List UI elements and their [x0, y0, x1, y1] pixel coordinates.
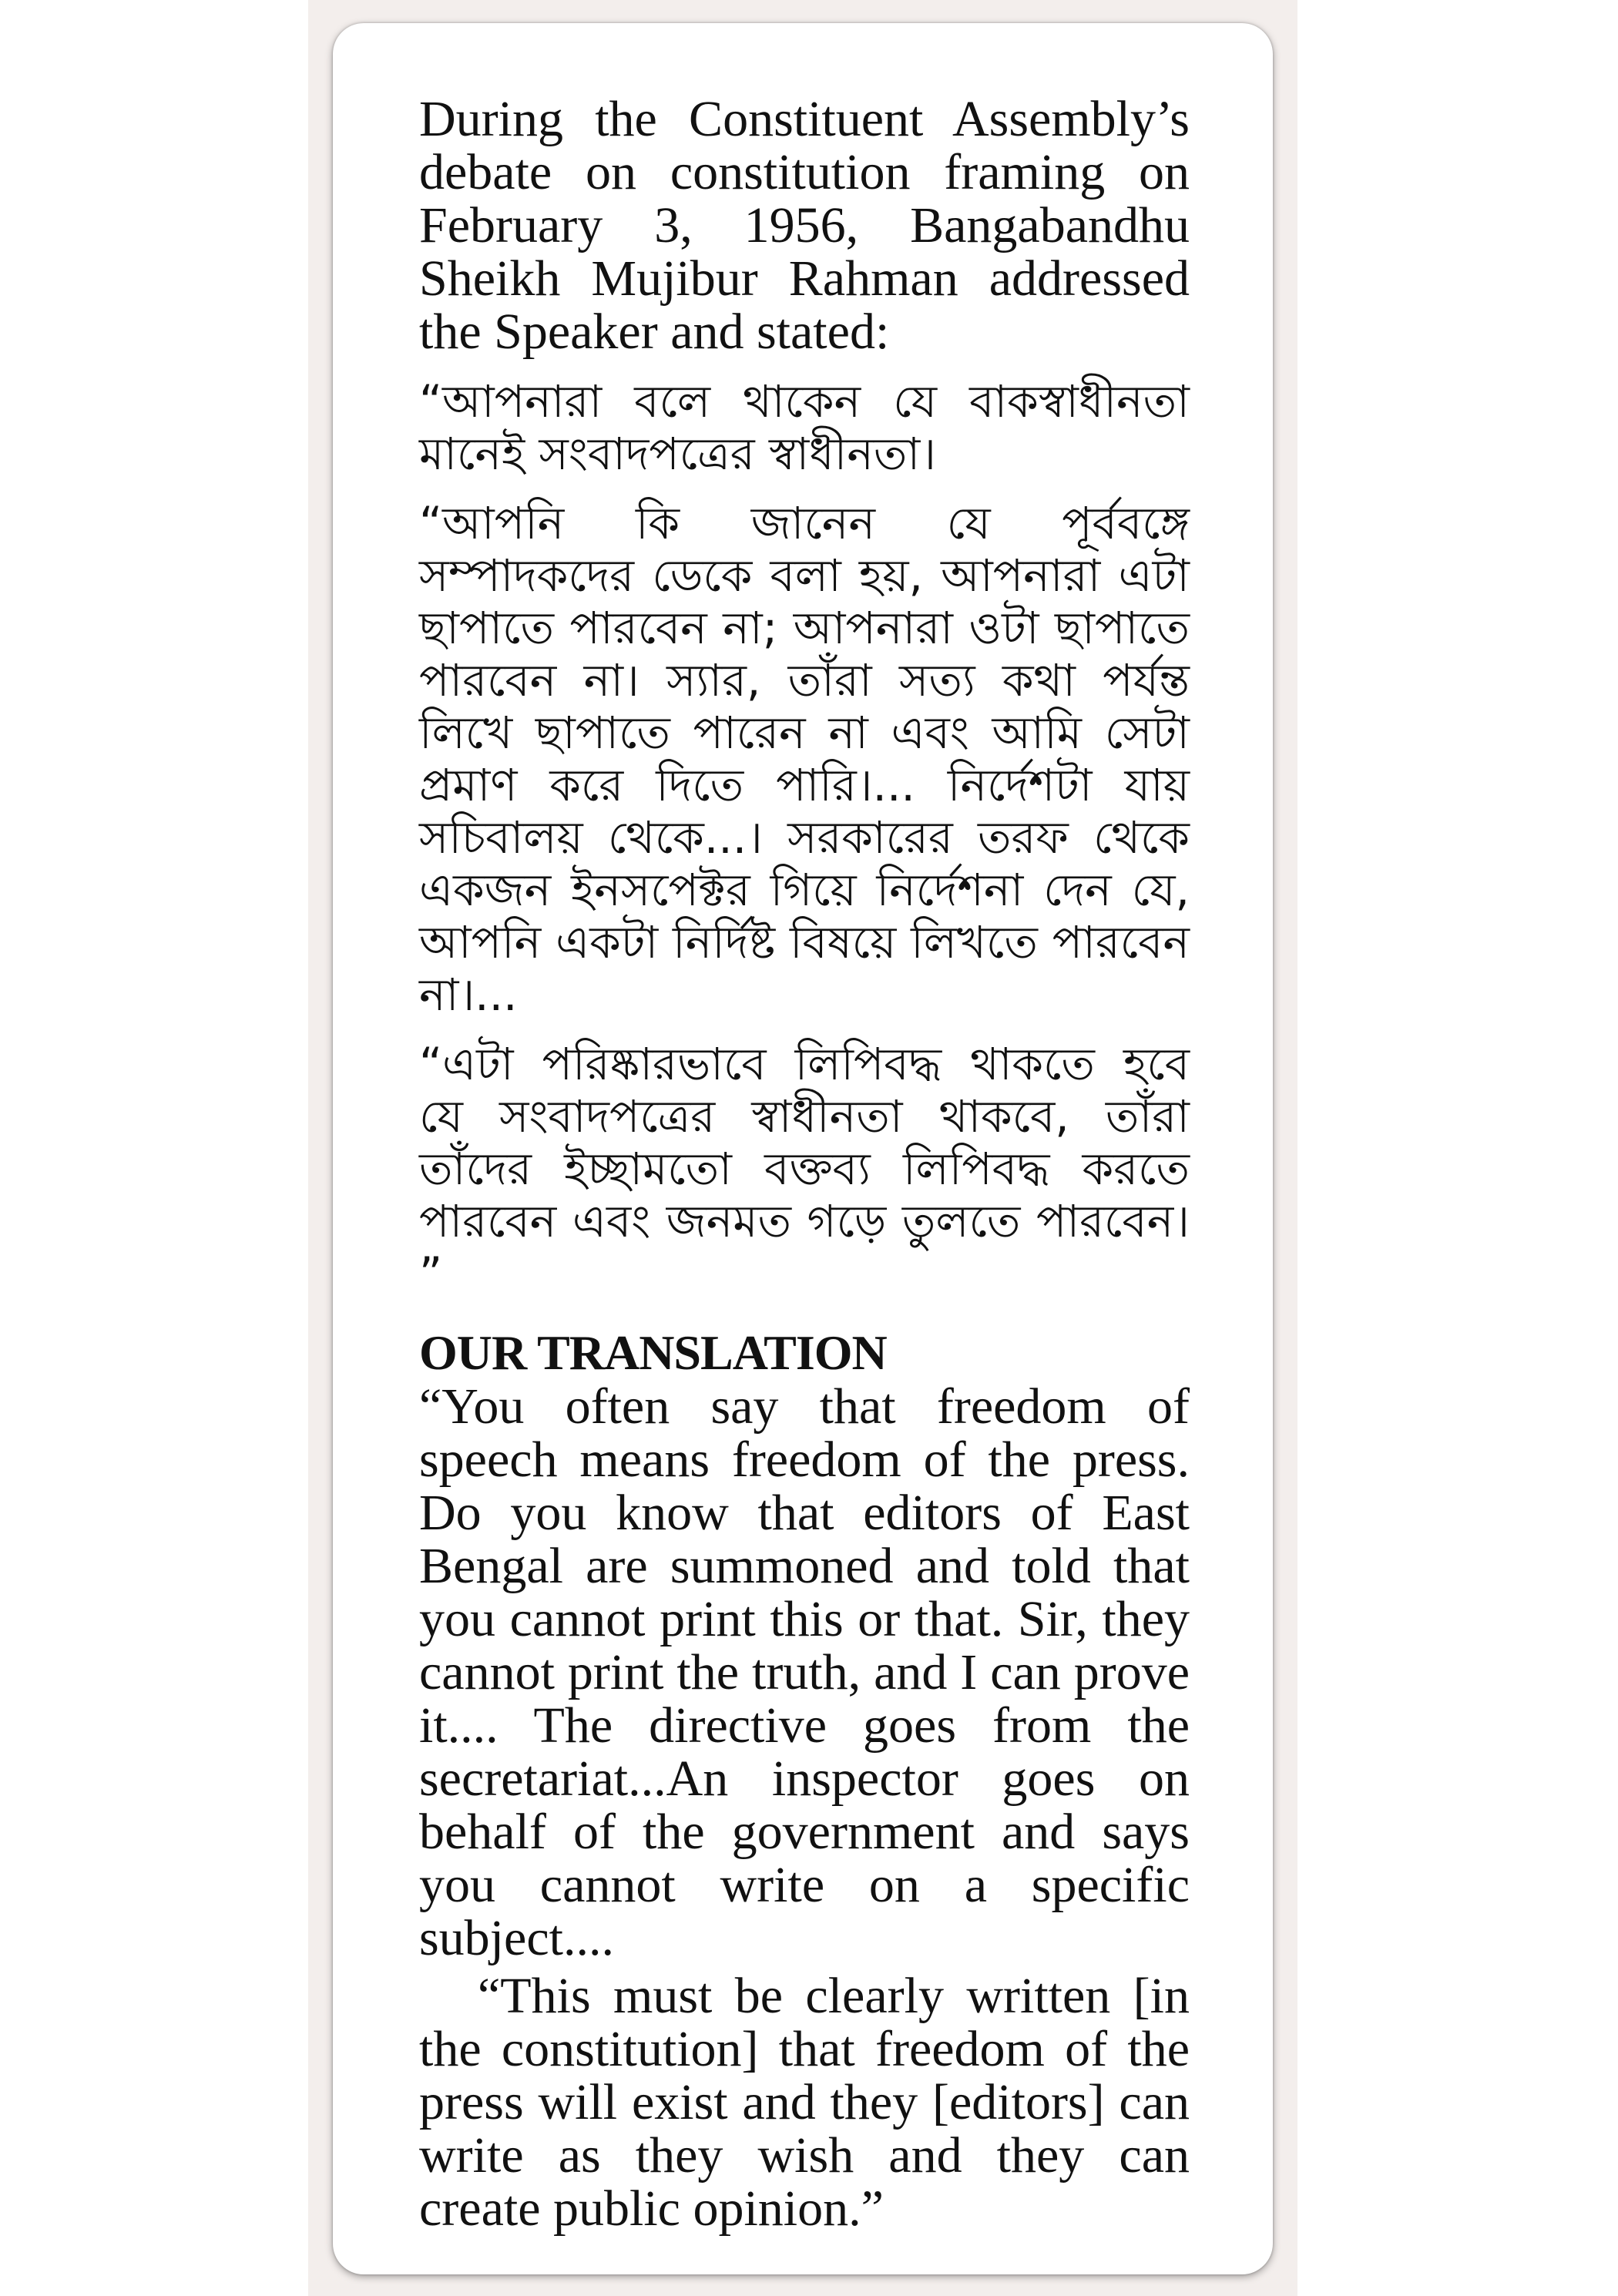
bengali-quote-1: “আপনারা বলে থাকেন যে বাকস্বাধীনতা মানেই সংবাদপত্রের স্বাধীনতা।	[419, 375, 1190, 480]
translation-heading: OUR TRANSLATION	[419, 1325, 887, 1380]
article-content	[419, 92, 1190, 2235]
intro-paragraph: During the Constituent Assembly’s debate on constitution framing on February 3, 1956, Bangabandhu Sheikh Mujibur Rahman addressed the Speaker and stated:	[419, 91, 1190, 360]
bengali-quote-2: “আপনি কি জানেন যে পূর্ববঙ্গে সম্পাদকদের ডেকে বলা হয়, আপনারা এটা ছাপাতে পারবেন না; আপনারা ওটা ছাপাতে পারবেন না। স্যার, তাঁরা সত্য কথা পর্যন্ত লিখে ছাপাতে পারেন না এবং আমি সেটা প্রমাণ করে দিতে পারি।... নির্দেশটা যায় সচিবালয় থেকে...। সরকারের তরফ থেকে একজন ইনসপেক্টর গিয়ে নির্দেশনা দেন যে, আপনি একটা নির্দিষ্ট বিষয়ে লিখতে পারবেন না।...	[419, 497, 1190, 1021]
bengali-quote-3: “এটা পরিষ্কারভাবে লিপিবদ্ধ থাকতে হবে যে সংবাদপত্রের স্বাধীনতা থাকবে, তাঁরা তাঁদের ইচ্ছামতো বক্তব্য লিপিবদ্ধ করতে পারবেন এবং জনমত গড়ে তুলতে পারবেন। ”	[419, 1038, 1190, 1300]
article-card	[333, 23, 1273, 2274]
translation-paragraph-1: “You often say that freedom of speech means freedom of the press. Do you know that editors of East Bengal are summoned and told that you cannot print this or that. Sir, they cannot print the truth, and I can prove it.... The directive goes from the secretariat...An inspector goes on behalf of the government and says you cannot write on a specific subject....	[419, 1378, 1190, 1966]
translation-paragraph-2: “This must be clearly written [in the constitution] that freedom of the press will exist and they [editors] can write as they wish and they can create public opinion.”	[419, 1968, 1190, 2237]
